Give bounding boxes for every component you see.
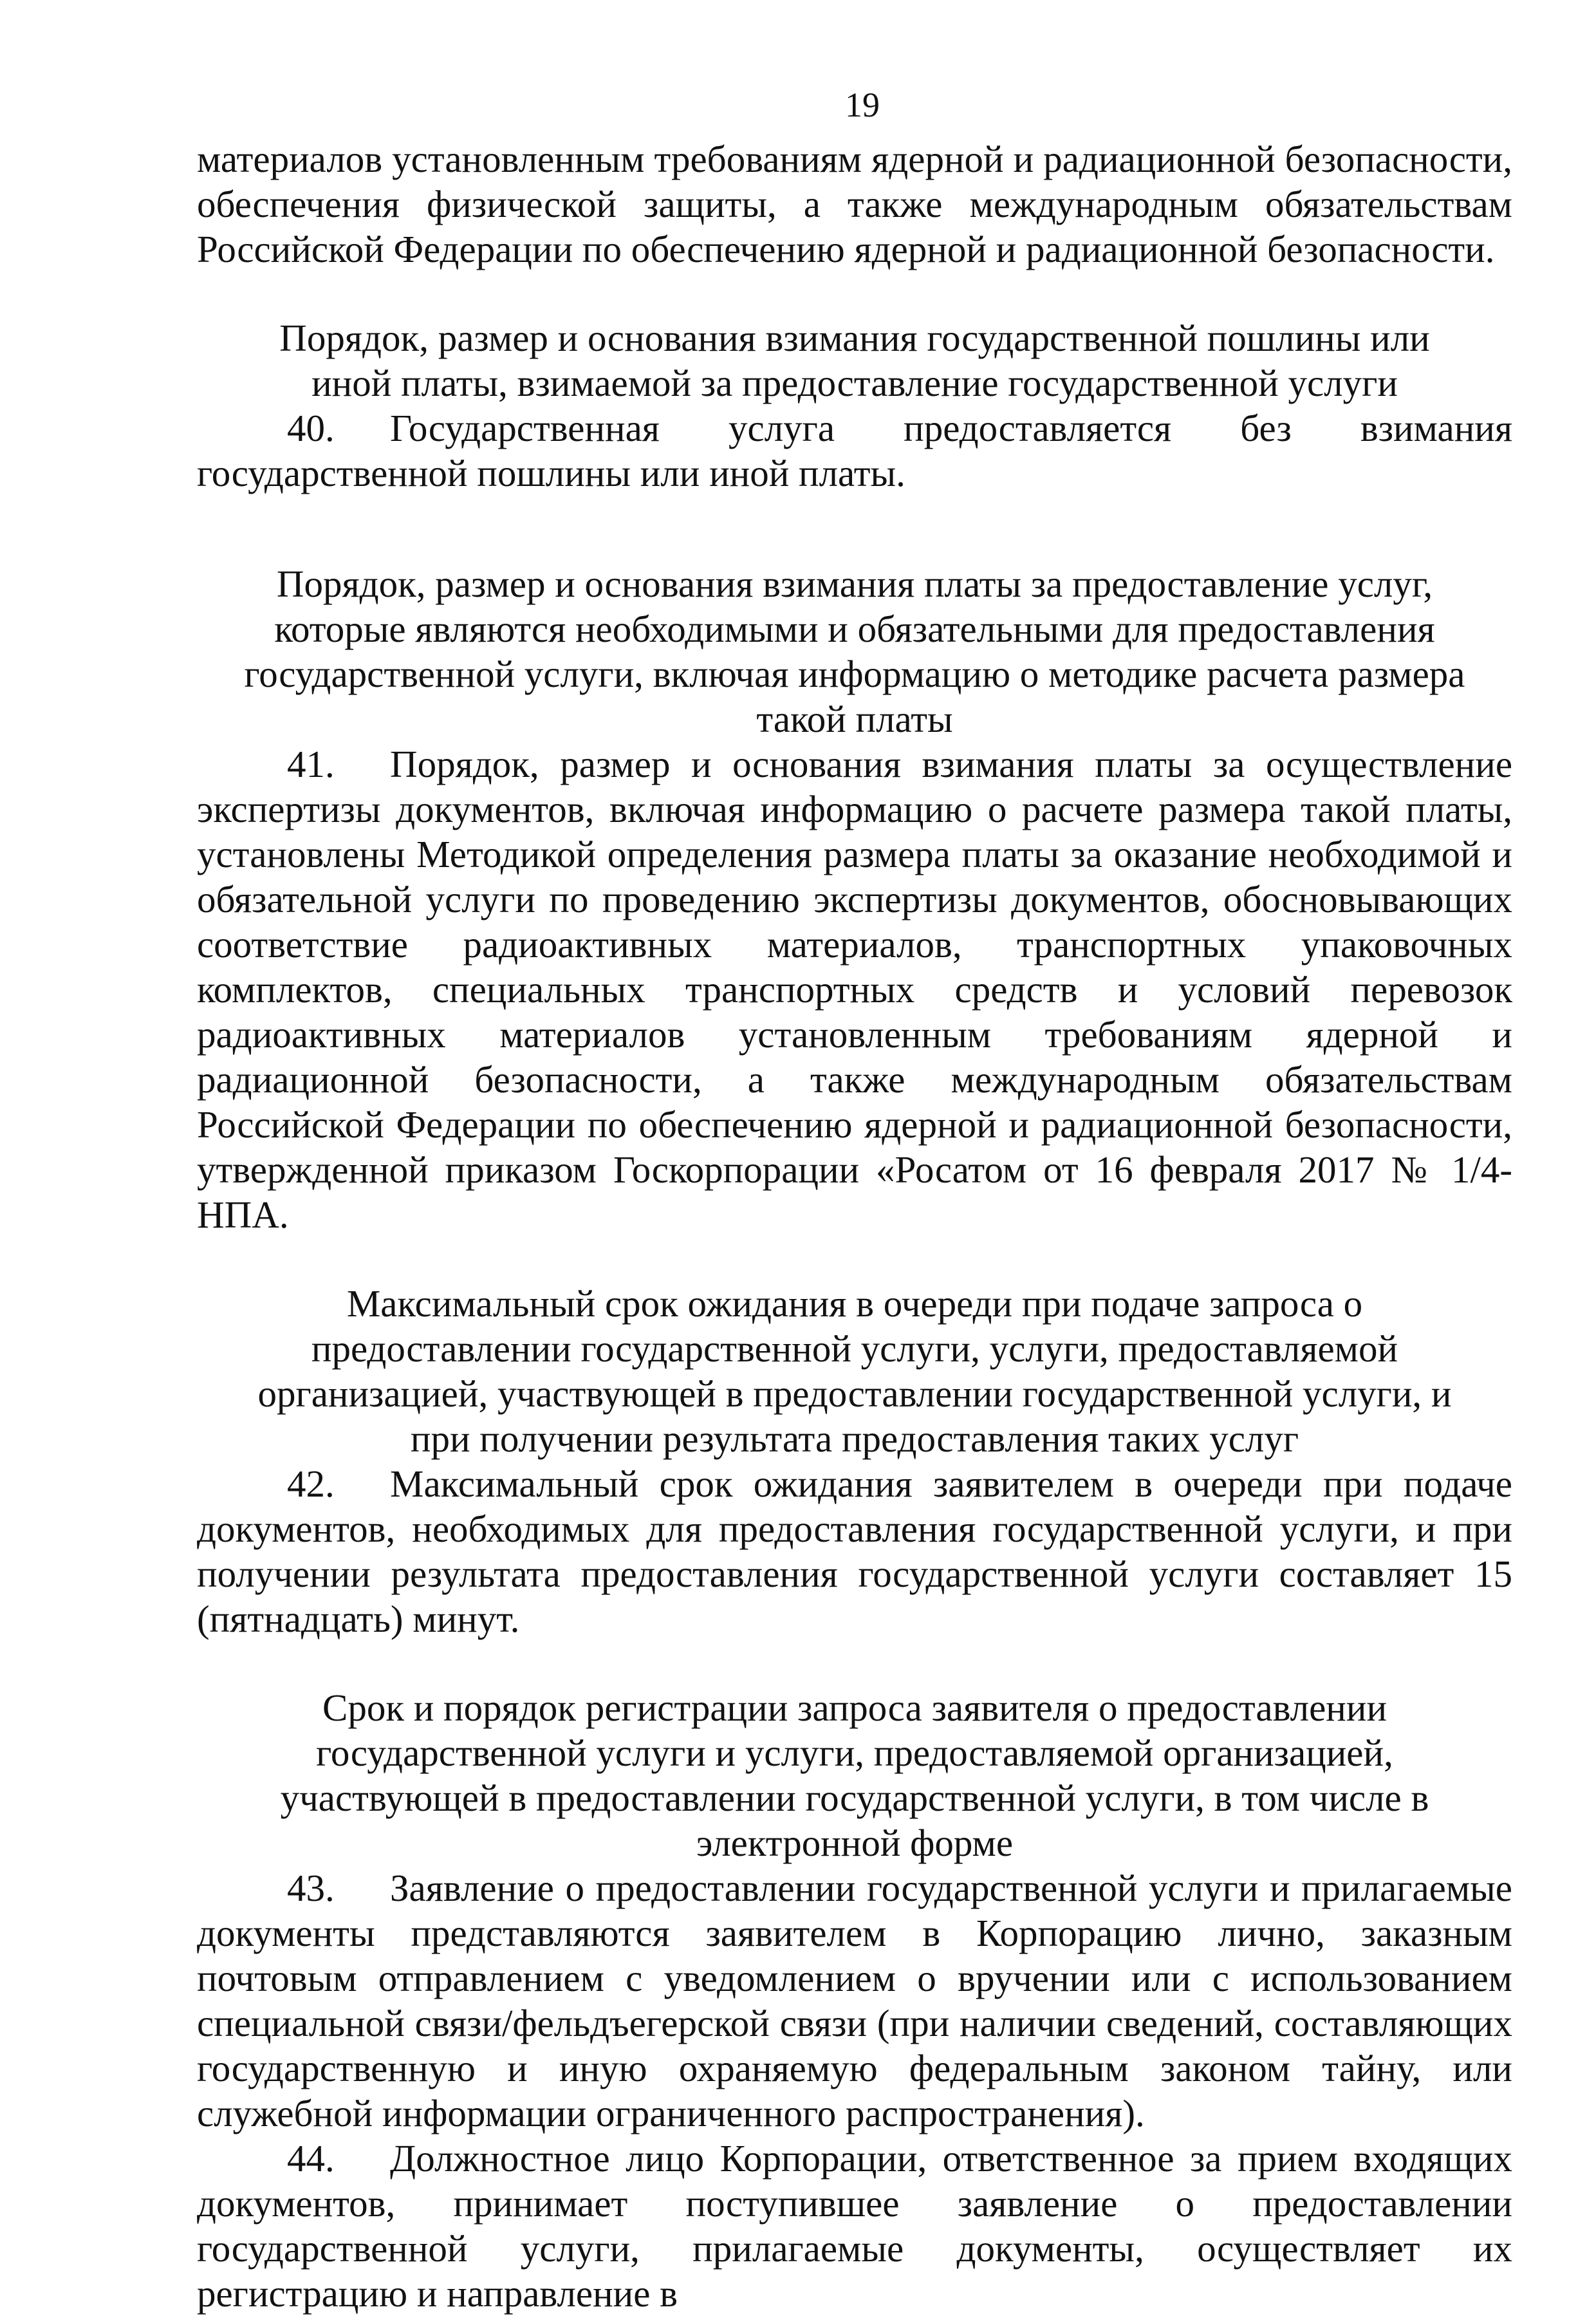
clause-text: Государственная услуга предоставляется без взимания государственной пошлины или иной платы. xyxy=(197,407,1512,494)
clause-42 xyxy=(197,1461,1512,1641)
clause-text: Порядок, размер и основания взимания платы за осуществление экспертизы документов, включая информацию о расчете размера такой платы, установлены Методикой определения размера платы за оказание необходимой и обязательной услуги по проведению экспертизы документов, обосновывающих соответствие радиоактивных материалов, транспортных упаковочных комплектов, специальных транспортных средств и условий перевозок радиоактивных материалов установленным требованиям ядерной и радиационной безопасности, а также международным обязательствам Российской Федерации по обеспечению ядерной и радиационной безопасности, утвержденной приказом Госкорпорации «Росатом от 16 февраля 2017 № 1/4-НПА. xyxy=(197,743,1512,1236)
clause-44 xyxy=(197,2136,1512,2316)
clause-number: 40. xyxy=(287,407,335,449)
clause-number: 44. xyxy=(287,2137,335,2180)
clause-text: Заявление о предоставлении государственной услуги и прилагаемые документы представляются заявителем в Корпорацию лично, заказным почтовым отправлением с уведомлением о вручении или с использованием специальной связи/фельдъегерской связи (при наличии сведений, составляющих государственную и иную охраняемую федеральным законом тайну, или служебной информации ограниченного распространения). xyxy=(197,1867,1512,2134)
section-heading-queue-time: Максимальный срок ожидания в очереди при подаче запроса о предоставлении государственной услуги, услуги, предоставляемой организацией, участвующей в предоставлении государственной услуги, и при получении результата предоставления таких услуг xyxy=(257,1282,1452,1460)
section-heading-services-payment: Порядок, размер и основания взимания платы за предоставление услуг, которые являются необходимыми и обязательными для предоставления государственной услуги, включая информацию о методике расчета размера такой платы xyxy=(244,563,1465,740)
clause-41 xyxy=(197,742,1512,1237)
page-number: 19 xyxy=(845,86,880,124)
document-body xyxy=(197,136,1512,2316)
clause-text: Максимальный срок ожидания заявителем в очереди при подаче документов, необходимых для предоставления государственной услуги, и при получении результата предоставления государственной услуги составляет 15 (пятнадцать) минут. xyxy=(197,1462,1512,1640)
intro-paragraph: материалов установленным требованиям ядерной и радиационной безопасности, обеспечения физической защиты, а также международным обязательствам Российской Федерации по обеспечению ядерной и радиационной безопасности. xyxy=(197,138,1512,270)
clause-number: 41. xyxy=(287,743,335,785)
clause-number: 42. xyxy=(287,1462,335,1505)
clause-number: 43. xyxy=(287,1867,335,1909)
clause-text: Должностное лицо Корпорации, ответственное за прием входящих документов, принимает поступившее заявление о предоставлении государственной услуги, прилагаемые документы, осуществляет их регистрацию и направление в xyxy=(197,2137,1512,2315)
clause-40 xyxy=(197,406,1512,496)
section-heading-registration: Срок и порядок регистрации запроса заявителя о предоставлении государственной услуги и услуги, предоставляемой организацией, участвующей в предоставлении государственной услуги, в том числе в электронной форме xyxy=(280,1686,1429,1864)
clause-43 xyxy=(197,1865,1512,2136)
section-heading-fee: Порядок, размер и основания взимания государственной пошлины или иной платы, взимаемой за предоставление государственной услуги xyxy=(279,317,1430,404)
